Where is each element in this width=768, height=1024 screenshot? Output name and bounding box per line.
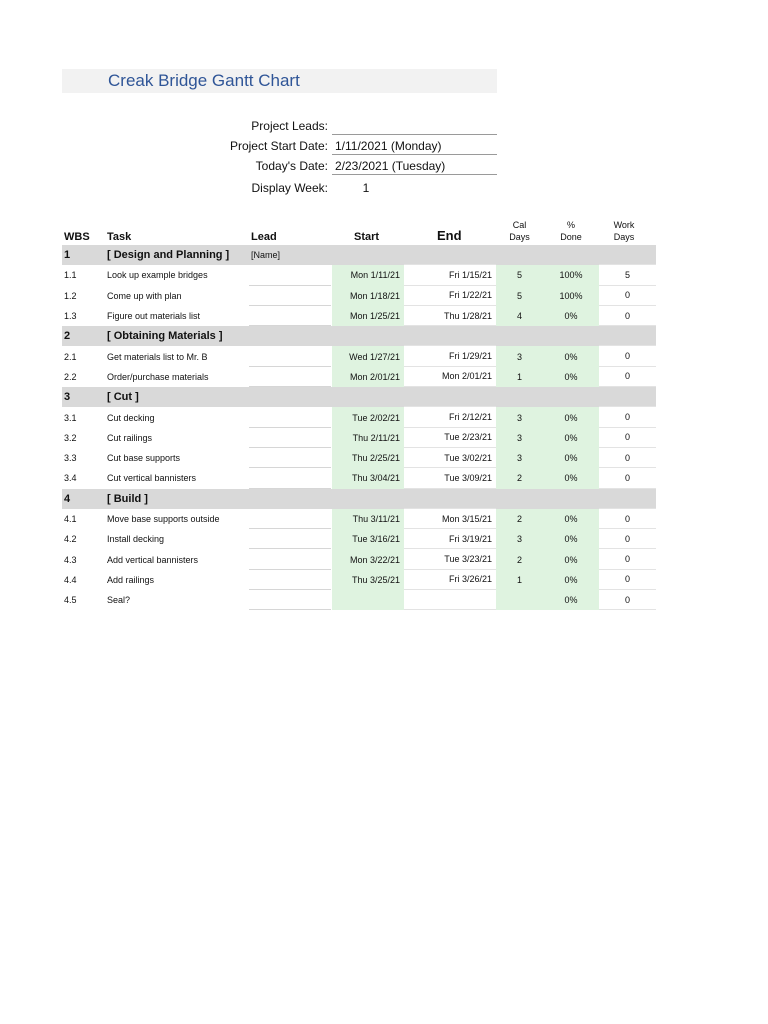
cal-days-cell[interactable]: 4 (496, 306, 543, 326)
end-cell[interactable]: Tue 2/23/21 (404, 428, 496, 448)
header-pct-done (543, 219, 599, 243)
work-days-cell[interactable] (599, 387, 656, 407)
wbs-cell[interactable]: 1.2 (64, 290, 77, 301)
end-cell[interactable]: Fri 1/15/21 (404, 265, 496, 285)
cal-days-cell[interactable]: 5 (496, 265, 543, 285)
start-cell[interactable]: Thu 2/25/21 (332, 448, 404, 468)
wbs-cell[interactable]: 1.1 (64, 270, 77, 281)
wbs-cell[interactable]: 4 (64, 492, 71, 505)
start-cell[interactable] (332, 489, 404, 509)
work-days-cell[interactable]: 0 (599, 590, 656, 610)
start-cell[interactable]: Wed 1/27/21 (332, 346, 404, 366)
lead-cell[interactable] (249, 428, 331, 448)
lead-cell[interactable] (249, 509, 331, 529)
wbs-cell[interactable]: 4.2 (64, 534, 77, 545)
task-row (62, 590, 656, 610)
task-cell[interactable]: Order/purchase materials (107, 371, 209, 382)
cal-days-cell[interactable]: 3 (496, 407, 543, 427)
cal-days-cell[interactable]: 3 (496, 448, 543, 468)
section-row (62, 245, 656, 265)
header-work-line1: Work (613, 220, 635, 230)
pct-done-cell[interactable] (543, 387, 599, 407)
header-wbs: WBS (64, 231, 90, 243)
start-cell[interactable] (332, 590, 404, 610)
work-days-cell[interactable]: 0 (599, 286, 656, 306)
wbs-cell[interactable]: 3.4 (64, 473, 77, 484)
pct-done-cell[interactable]: 0% (543, 509, 599, 529)
wbs-cell[interactable]: 4.5 (64, 595, 77, 606)
lead-cell[interactable] (249, 570, 331, 590)
project-leads-label: Project Leads: (251, 119, 328, 133)
lead-cell[interactable] (249, 306, 331, 326)
work-days-cell[interactable] (599, 326, 656, 346)
cal-days-cell[interactable] (496, 326, 543, 346)
cal-days-cell[interactable]: 3 (496, 428, 543, 448)
work-days-cell[interactable]: 0 (599, 428, 656, 448)
section-row (62, 326, 656, 346)
start-cell[interactable]: Thu 3/25/21 (332, 570, 404, 590)
end-cell[interactable]: Tue 3/02/21 (404, 448, 496, 468)
lead-cell[interactable]: [Name] (251, 250, 281, 261)
task-cell[interactable]: Add vertical bannisters (107, 554, 199, 565)
header-cal-days (496, 219, 543, 243)
task-cell[interactable]: [ Design and Planning ] (107, 249, 230, 262)
start-cell[interactable]: Tue 2/02/21 (332, 407, 404, 427)
start-cell[interactable]: Mon 1/11/21 (332, 265, 404, 285)
end-cell[interactable]: Fri 3/26/21 (404, 570, 496, 590)
task-row (62, 286, 656, 306)
work-days-cell[interactable]: 5 (599, 265, 656, 285)
lead-cell[interactable] (249, 529, 331, 549)
start-cell[interactable]: Tue 3/16/21 (332, 529, 404, 549)
work-days-cell[interactable]: 0 (599, 407, 656, 427)
pct-done-cell[interactable]: 0% (543, 549, 599, 569)
lead-cell[interactable] (249, 367, 331, 387)
pct-done-cell[interactable]: 0% (543, 306, 599, 326)
work-days-cell[interactable]: 0 (599, 468, 656, 488)
header-lead: Lead (251, 231, 277, 243)
wbs-cell[interactable]: 1 (64, 249, 71, 262)
pct-done-cell[interactable]: 100% (543, 286, 599, 306)
task-row (62, 468, 656, 488)
display-week-row (0, 177, 768, 197)
header-start: Start (354, 231, 380, 243)
task-row (62, 529, 656, 549)
end-cell[interactable]: Mon 3/15/21 (404, 509, 496, 529)
work-days-cell[interactable]: 0 (599, 529, 656, 549)
task-cell[interactable]: [ Obtaining Materials ] (107, 330, 223, 343)
header-work-days (599, 219, 649, 243)
start-cell[interactable] (332, 326, 404, 346)
start-cell[interactable]: Mon 1/18/21 (332, 286, 404, 306)
work-days-cell[interactable]: 0 (599, 448, 656, 468)
end-cell[interactable]: Fri 3/19/21 (404, 529, 496, 549)
task-row (62, 367, 656, 387)
task-cell[interactable]: Cut railings (107, 432, 153, 443)
task-cell[interactable]: Get materials list to Mr. B (107, 351, 208, 362)
pct-done-cell[interactable]: 0% (543, 428, 599, 448)
end-cell[interactable] (404, 489, 496, 509)
wbs-cell[interactable]: 3.1 (64, 412, 77, 423)
pct-done-cell[interactable] (543, 489, 599, 509)
header-task: Task (107, 231, 132, 243)
end-cell[interactable] (404, 326, 496, 346)
task-row (62, 407, 656, 427)
lead-cell[interactable] (249, 407, 331, 427)
start-cell[interactable]: Thu 2/11/21 (332, 428, 404, 448)
end-cell[interactable]: Thu 1/28/21 (404, 306, 496, 326)
lead-cell[interactable] (249, 346, 331, 366)
cal-days-cell[interactable]: 2 (496, 468, 543, 488)
wbs-cell[interactable]: 3.3 (64, 453, 77, 464)
lead-cell[interactable] (249, 286, 331, 306)
wbs-cell[interactable]: 4.1 (64, 514, 77, 524)
display-week-field[interactable]: 1 (362, 181, 370, 195)
task-cell[interactable]: Install decking (107, 534, 165, 545)
end-cell[interactable]: Fri 1/29/21 (404, 346, 496, 366)
start-cell[interactable] (332, 245, 404, 265)
task-cell[interactable]: Look up example bridges (107, 270, 208, 281)
wbs-cell[interactable]: 2 (64, 330, 71, 343)
cal-days-cell[interactable] (496, 387, 543, 407)
cal-days-cell[interactable]: 3 (496, 529, 543, 549)
end-cell[interactable]: Tue 3/09/21 (404, 468, 496, 488)
task-row (62, 448, 656, 468)
pct-done-cell[interactable]: 100% (543, 265, 599, 285)
task-table (62, 245, 656, 610)
project-start-field[interactable]: 1/11/2021 (Monday) (332, 135, 497, 155)
task-cell[interactable]: Come up with plan (107, 290, 182, 301)
work-days-cell[interactable]: 0 (599, 570, 656, 590)
table-header (62, 218, 656, 245)
wbs-cell[interactable]: 3.2 (64, 432, 77, 443)
lead-cell[interactable] (249, 326, 331, 346)
pct-done-cell[interactable] (543, 245, 599, 265)
task-cell[interactable]: [ Build ] (107, 492, 148, 505)
project-start-row (0, 135, 768, 155)
work-days-cell[interactable] (599, 245, 656, 265)
wbs-cell[interactable]: 4.3 (64, 554, 77, 565)
wbs-cell[interactable]: 1.3 (64, 311, 77, 322)
title-band (62, 69, 497, 93)
section-row (62, 489, 656, 509)
start-cell[interactable]: Thu 3/11/21 (332, 509, 404, 529)
end-cell[interactable]: Fri 2/12/21 (404, 407, 496, 427)
wbs-cell[interactable]: 2.2 (64, 371, 77, 382)
section-row (62, 387, 656, 407)
task-cell[interactable]: Cut base supports (107, 453, 181, 464)
end-cell[interactable] (404, 387, 496, 407)
todays-date-label: Today's Date: (255, 159, 328, 173)
header-pct-line1: % (566, 220, 575, 230)
start-cell[interactable]: Thu 3/04/21 (332, 468, 404, 488)
start-cell[interactable]: Mon 1/25/21 (332, 306, 404, 326)
end-cell[interactable]: Mon 2/01/21 (404, 367, 496, 387)
pct-done-cell[interactable]: 0% (543, 346, 599, 366)
task-row (62, 265, 656, 285)
header-pct-line2: Done (560, 232, 582, 242)
lead-cell[interactable] (249, 265, 331, 285)
task-cell[interactable]: Move base supports outside (107, 514, 220, 524)
task-row (62, 570, 656, 590)
cal-days-cell[interactable]: 5 (496, 286, 543, 306)
start-cell[interactable]: Mon 2/01/21 (332, 367, 404, 387)
task-cell[interactable]: Cut vertical bannisters (107, 473, 197, 484)
wbs-cell[interactable]: 2.1 (64, 351, 77, 362)
pct-done-cell[interactable]: 0% (543, 407, 599, 427)
task-cell[interactable]: Cut decking (107, 412, 155, 423)
lead-cell[interactable] (249, 387, 331, 407)
lead-cell[interactable] (249, 448, 331, 468)
project-start-label: Project Start Date: (229, 139, 328, 153)
wbs-cell[interactable]: 3 (64, 391, 71, 404)
cal-days-cell[interactable]: 1 (496, 367, 543, 387)
end-cell[interactable] (404, 245, 496, 265)
pct-done-cell[interactable]: 0% (543, 570, 599, 590)
end-cell[interactable]: Tue 3/23/21 (404, 549, 496, 569)
page-title: Creak Bridge Gantt Chart (108, 71, 300, 90)
end-cell[interactable]: Fri 1/22/21 (404, 286, 496, 306)
header-end: End (437, 228, 462, 243)
work-days-cell[interactable] (599, 489, 656, 509)
work-days-cell[interactable]: 0 (599, 346, 656, 366)
header-cal-line1: Cal (512, 220, 527, 230)
todays-date-field[interactable]: 2/23/2021 (Tuesday) (332, 155, 497, 175)
cal-days-cell[interactable] (496, 489, 543, 509)
cal-days-cell[interactable]: 2 (496, 509, 543, 529)
pct-done-cell[interactable]: 0% (543, 367, 599, 387)
pct-done-cell[interactable]: 0% (543, 590, 599, 610)
task-row (62, 549, 656, 569)
task-row (62, 428, 656, 448)
header-work-line2: Days (613, 232, 635, 242)
pct-done-cell[interactable] (543, 326, 599, 346)
lead-cell[interactable] (249, 590, 331, 610)
cal-days-cell[interactable]: 1 (496, 570, 543, 590)
task-cell[interactable]: [ Cut ] (107, 391, 139, 404)
task-cell[interactable]: Figure out materials list (107, 311, 201, 322)
work-days-cell[interactable]: 0 (599, 367, 656, 387)
wbs-cell[interactable]: 4.4 (64, 574, 77, 585)
cal-days-cell[interactable]: 2 (496, 549, 543, 569)
end-cell[interactable] (404, 590, 496, 610)
pct-done-cell[interactable]: 0% (543, 529, 599, 549)
header-cal-line2: Days (509, 232, 530, 242)
task-cell[interactable]: Add railings (107, 574, 155, 585)
cal-days-cell[interactable]: 3 (496, 346, 543, 366)
cal-days-cell[interactable] (496, 245, 543, 265)
todays-date-row (0, 155, 768, 175)
display-week-label: Display Week: (251, 181, 328, 195)
work-days-cell[interactable]: 0 (599, 306, 656, 326)
task-row (62, 306, 656, 326)
lead-cell[interactable] (249, 489, 331, 509)
project-leads-row (0, 115, 768, 135)
project-leads-field[interactable] (332, 115, 497, 135)
lead-cell[interactable] (249, 549, 331, 569)
cal-days-cell[interactable] (496, 590, 543, 610)
task-row (62, 346, 656, 366)
start-cell[interactable]: Mon 3/22/21 (332, 549, 404, 569)
pct-done-cell[interactable]: 0% (543, 448, 599, 468)
work-days-cell[interactable]: 0 (599, 509, 656, 529)
task-row (62, 509, 656, 529)
lead-cell[interactable] (249, 468, 331, 488)
task-cell[interactable]: Seal? (107, 595, 131, 606)
work-days-cell[interactable]: 0 (599, 549, 656, 569)
start-cell[interactable] (332, 387, 404, 407)
pct-done-cell[interactable]: 0% (543, 468, 599, 488)
